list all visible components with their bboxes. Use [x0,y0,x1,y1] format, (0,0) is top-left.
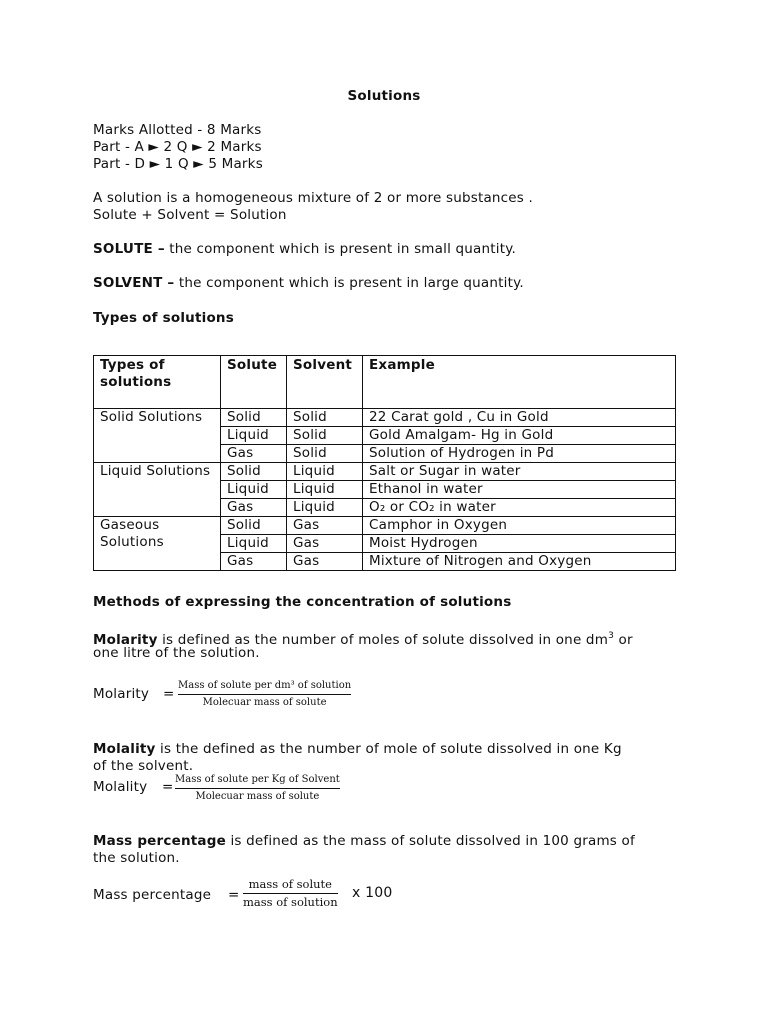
cell-example: Gold Amalgam- Hg in Gold [363,427,676,445]
table-row [94,463,676,481]
molarity-denominator: Molecuar mass of solute [202,697,327,708]
header-solvent: Solvent [287,356,363,409]
cell-example: O₂ or CO₂ in water [363,499,676,517]
molality-fraction [175,774,340,803]
fraction-bar [178,694,351,695]
methods-heading: Methods of expressing the concentration of solutions [93,594,512,610]
solvent-definition [93,275,524,292]
mass-percentage-label: Mass percentage [93,887,212,903]
table-header-row [94,356,676,409]
marks-part-a: Part - A ► 2 Q ► 2 Marks [93,139,262,155]
cell-example: Solution of Hydrogen in Pd [363,445,676,463]
molality-definition-line2: of the solvent. [93,758,194,774]
fraction-bar [175,788,340,789]
solute-term: SOLUTE – [93,241,165,257]
cell-solvent: Solid [287,427,363,445]
cell-solute: Liquid [221,427,287,445]
cell-solute: Solid [221,409,287,427]
cell-example: Moist Hydrogen [363,535,676,553]
cell-solute: Gas [221,499,287,517]
molarity-numerator: Mass of solute per dm³ of solution [178,680,352,691]
mass-percentage-text: is defined as the mass of solute dissolved in 100 grams of [225,833,635,849]
types-heading: Types of solutions [93,310,234,326]
table-row [94,409,676,427]
mass-percentage-fraction [243,878,338,909]
group-label-solid: Solid Solutions [94,409,221,463]
cell-solvent: Liquid [287,481,363,499]
header-solute: Solute [221,356,287,409]
solute-definition [93,241,516,258]
cell-solvent: Liquid [287,499,363,517]
cell-example: Camphor in Oxygen [363,517,676,535]
group-label-liquid: Liquid Solutions [94,463,221,517]
cell-example: 22 Carat gold , Cu in Gold [363,409,676,427]
solution-types-table [93,355,676,571]
mass-percentage-definition-line2: the solution. [93,850,180,866]
molality-term: Molality [93,741,156,757]
cell-solvent: Solid [287,445,363,463]
cell-solvent: Liquid [287,463,363,481]
group-label-gaseous: Gaseous Solutions [94,517,221,571]
mass-percentage-denominator: mass of solution [243,895,338,909]
page-title: Solutions [347,88,421,104]
marks-allotted: Marks Allotted - 8 Marks [93,122,262,138]
mass-percentage-definition-line1 [93,833,635,850]
molality-equals: = [162,779,174,795]
cell-solute: Liquid [221,535,287,553]
solvent-term: SOLVENT – [93,275,175,291]
mass-percentage-numerator: mass of solute [248,877,332,891]
molarity-equals: = [163,686,175,702]
fraction-bar [243,893,338,894]
molarity-text-end: or [614,632,633,648]
molarity-term: Molarity [93,632,158,648]
molality-numerator: Mass of solute per Kg of Solvent [175,774,340,785]
table-row [94,517,676,535]
cell-solute: Liquid [221,481,287,499]
solution-definition: A solution is a homogeneous mixture of 2 or more substances . [93,190,534,206]
mass-percentage-term: Mass percentage [93,833,226,849]
cell-solvent: Gas [287,517,363,535]
header-types: Types of solutions [94,356,221,409]
molarity-superscript: 3 [608,631,614,641]
cell-example: Salt or Sugar in water [363,463,676,481]
molarity-definition-line2: one litre of the solution. [93,645,260,661]
molality-denominator: Molecuar mass of solute [195,791,320,802]
mass-percentage-equals: = [228,887,240,903]
cell-solute: Gas [221,445,287,463]
cell-solute: Gas [221,553,287,571]
cell-solvent: Solid [287,409,363,427]
molarity-label: Molarity [93,686,150,702]
marks-part-d: Part - D ► 1 Q ► 5 Marks [93,156,263,172]
cell-example: Mixture of Nitrogen and Oxygen [363,553,676,571]
solution-equation: Solute + Solvent = Solution [93,207,287,223]
cell-solute: Solid [221,463,287,481]
molality-text: is the defined as the number of mole of solute dissolved in one Kg [155,741,622,757]
molality-label: Molality [93,779,148,795]
solute-text: the component which is present in small quantity. [164,241,516,257]
cell-solute: Solid [221,517,287,535]
mass-percentage-multiplier: x 100 [352,885,393,901]
cell-solvent: Gas [287,535,363,553]
molarity-fraction [178,680,351,709]
cell-example: Ethanol in water [363,481,676,499]
header-example: Example [363,356,676,409]
cell-solvent: Gas [287,553,363,571]
molality-definition-line1 [93,741,622,758]
solvent-text: the component which is present in large quantity. [174,275,524,291]
molarity-text: is defined as the number of moles of solute dissolved in one dm [157,632,609,648]
